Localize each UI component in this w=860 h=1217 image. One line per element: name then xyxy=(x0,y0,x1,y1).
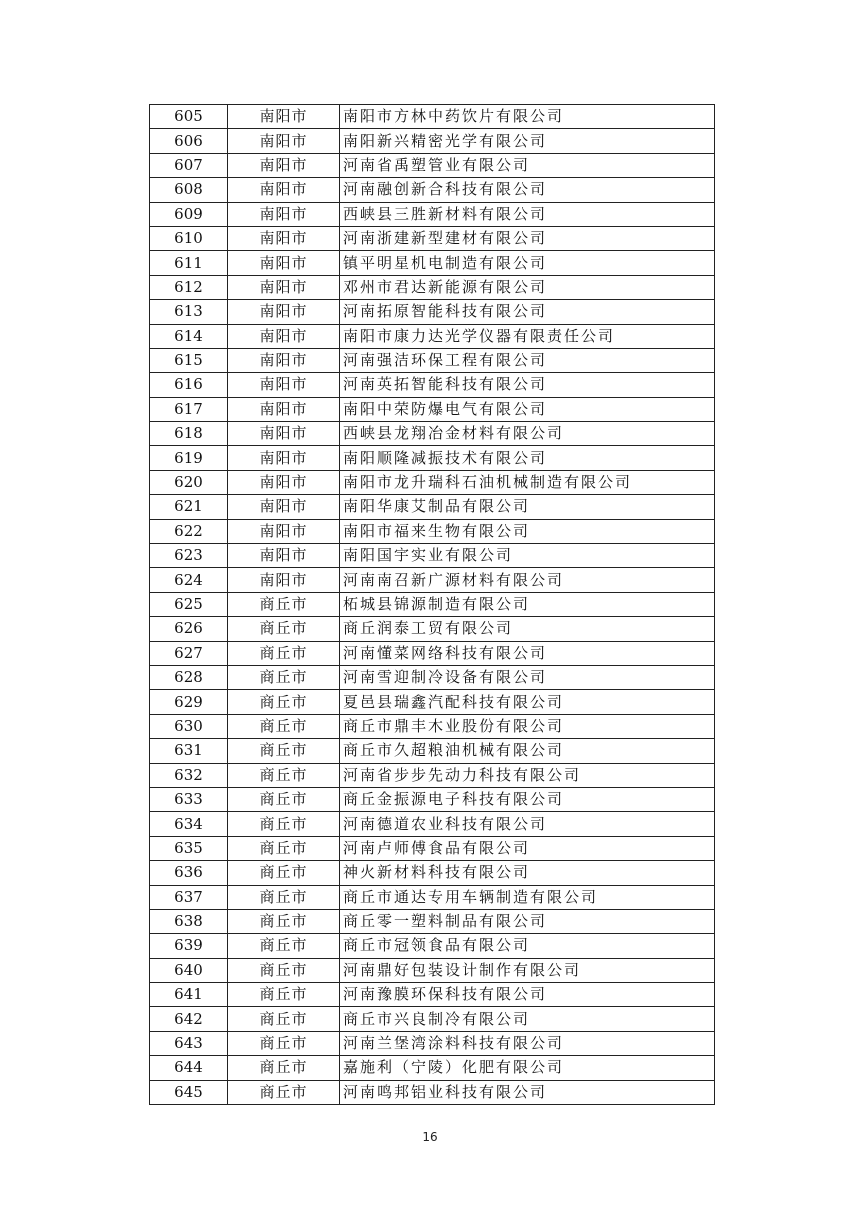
company-name-cell: 夏邑县瑞鑫汽配科技有限公司 xyxy=(340,690,715,714)
table-row xyxy=(150,787,715,811)
row-number-cell: 635 xyxy=(150,836,228,860)
table-row xyxy=(150,812,715,836)
table-row xyxy=(150,958,715,982)
city-cell: 商丘市 xyxy=(228,861,340,885)
city-cell: 南阳市 xyxy=(228,470,340,494)
company-name-cell: 河南德道农业科技有限公司 xyxy=(340,812,715,836)
table-row xyxy=(150,300,715,324)
table-row xyxy=(150,519,715,543)
table-row xyxy=(150,836,715,860)
table-row xyxy=(150,129,715,153)
row-number-cell: 633 xyxy=(150,787,228,811)
table-row xyxy=(150,690,715,714)
row-number-cell: 621 xyxy=(150,495,228,519)
city-cell: 南阳市 xyxy=(228,544,340,568)
row-number-cell: 636 xyxy=(150,861,228,885)
company-list-table xyxy=(149,104,715,1105)
company-name-cell: 商丘市冠领食品有限公司 xyxy=(340,934,715,958)
city-cell: 商丘市 xyxy=(228,690,340,714)
company-name-cell: 河南强洁环保工程有限公司 xyxy=(340,348,715,372)
row-number-cell: 628 xyxy=(150,665,228,689)
company-name-cell: 南阳市龙升瑞科石油机械制造有限公司 xyxy=(340,470,715,494)
table-row xyxy=(150,373,715,397)
city-cell: 南阳市 xyxy=(228,153,340,177)
company-name-cell: 河南兰堡湾涂料科技有限公司 xyxy=(340,1031,715,1055)
city-cell: 南阳市 xyxy=(228,422,340,446)
table-row xyxy=(150,1031,715,1055)
city-cell: 商丘市 xyxy=(228,836,340,860)
city-cell: 南阳市 xyxy=(228,202,340,226)
company-name-cell: 河南鼎好包装设计制作有限公司 xyxy=(340,958,715,982)
row-number-cell: 617 xyxy=(150,397,228,421)
company-name-cell: 西峡县三胜新材料有限公司 xyxy=(340,202,715,226)
row-number-cell: 640 xyxy=(150,958,228,982)
table-row xyxy=(150,641,715,665)
city-cell: 商丘市 xyxy=(228,958,340,982)
city-cell: 南阳市 xyxy=(228,495,340,519)
table-row xyxy=(150,983,715,1007)
company-name-cell: 商丘市通达专用车辆制造有限公司 xyxy=(340,885,715,909)
table-row xyxy=(150,422,715,446)
table-row xyxy=(150,934,715,958)
row-number-cell: 620 xyxy=(150,470,228,494)
city-cell: 商丘市 xyxy=(228,1056,340,1080)
table-row xyxy=(150,1056,715,1080)
city-cell: 南阳市 xyxy=(228,251,340,275)
company-name-cell: 南阳新兴精密光学有限公司 xyxy=(340,129,715,153)
row-number-cell: 610 xyxy=(150,226,228,250)
row-number-cell: 622 xyxy=(150,519,228,543)
city-cell: 商丘市 xyxy=(228,787,340,811)
table-row xyxy=(150,178,715,202)
row-number-cell: 616 xyxy=(150,373,228,397)
table-row xyxy=(150,665,715,689)
row-number-cell: 630 xyxy=(150,714,228,738)
city-cell: 南阳市 xyxy=(228,226,340,250)
row-number-cell: 609 xyxy=(150,202,228,226)
company-name-cell: 商丘润泰工贸有限公司 xyxy=(340,617,715,641)
company-name-cell: 南阳市方林中药饮片有限公司 xyxy=(340,105,715,129)
row-number-cell: 619 xyxy=(150,446,228,470)
city-cell: 南阳市 xyxy=(228,568,340,592)
table-row xyxy=(150,544,715,568)
row-number-cell: 642 xyxy=(150,1007,228,1031)
company-name-cell: 嘉施利（宁陵）化肥有限公司 xyxy=(340,1056,715,1080)
city-cell: 商丘市 xyxy=(228,763,340,787)
company-name-cell: 河南豫膜环保科技有限公司 xyxy=(340,983,715,1007)
city-cell: 商丘市 xyxy=(228,934,340,958)
table-row xyxy=(150,226,715,250)
city-cell: 南阳市 xyxy=(228,300,340,324)
company-name-cell: 河南南召新广源材料有限公司 xyxy=(340,568,715,592)
table-row xyxy=(150,909,715,933)
row-number-cell: 614 xyxy=(150,324,228,348)
city-cell: 南阳市 xyxy=(228,519,340,543)
row-number-cell: 631 xyxy=(150,739,228,763)
company-name-cell: 河南拓原智能科技有限公司 xyxy=(340,300,715,324)
company-name-cell: 南阳中荣防爆电气有限公司 xyxy=(340,397,715,421)
company-name-cell: 河南懂菜网络科技有限公司 xyxy=(340,641,715,665)
city-cell: 南阳市 xyxy=(228,397,340,421)
table-row xyxy=(150,397,715,421)
row-number-cell: 618 xyxy=(150,422,228,446)
city-cell: 商丘市 xyxy=(228,1031,340,1055)
row-number-cell: 632 xyxy=(150,763,228,787)
company-name-cell: 邓州市君达新能源有限公司 xyxy=(340,275,715,299)
table-row xyxy=(150,495,715,519)
table-row xyxy=(150,324,715,348)
company-name-cell: 河南鸣邦铝业科技有限公司 xyxy=(340,1080,715,1104)
city-cell: 商丘市 xyxy=(228,909,340,933)
company-name-cell: 河南卢师傅食品有限公司 xyxy=(340,836,715,860)
company-name-cell: 河南省步步先动力科技有限公司 xyxy=(340,763,715,787)
city-cell: 南阳市 xyxy=(228,373,340,397)
table-body xyxy=(150,105,715,1105)
row-number-cell: 611 xyxy=(150,251,228,275)
city-cell: 商丘市 xyxy=(228,665,340,689)
row-number-cell: 626 xyxy=(150,617,228,641)
row-number-cell: 623 xyxy=(150,544,228,568)
city-cell: 商丘市 xyxy=(228,885,340,909)
company-name-cell: 南阳顺隆减振技术有限公司 xyxy=(340,446,715,470)
city-cell: 商丘市 xyxy=(228,1080,340,1104)
company-name-cell: 南阳华康艾制品有限公司 xyxy=(340,495,715,519)
city-cell: 南阳市 xyxy=(228,324,340,348)
city-cell: 南阳市 xyxy=(228,129,340,153)
table-row xyxy=(150,592,715,616)
company-name-cell: 神火新材料科技有限公司 xyxy=(340,861,715,885)
city-cell: 商丘市 xyxy=(228,739,340,763)
row-number-cell: 645 xyxy=(150,1080,228,1104)
company-name-cell: 河南融创新合科技有限公司 xyxy=(340,178,715,202)
company-name-cell: 商丘金振源电子科技有限公司 xyxy=(340,787,715,811)
city-cell: 商丘市 xyxy=(228,641,340,665)
company-name-cell: 南阳市康力达光学仪器有限责任公司 xyxy=(340,324,715,348)
row-number-cell: 639 xyxy=(150,934,228,958)
row-number-cell: 643 xyxy=(150,1031,228,1055)
row-number-cell: 629 xyxy=(150,690,228,714)
company-name-cell: 河南雪迎制冷设备有限公司 xyxy=(340,665,715,689)
row-number-cell: 613 xyxy=(150,300,228,324)
city-cell: 南阳市 xyxy=(228,178,340,202)
company-name-cell: 河南英拓智能科技有限公司 xyxy=(340,373,715,397)
company-name-cell: 柘城县锦源制造有限公司 xyxy=(340,592,715,616)
table-row xyxy=(150,470,715,494)
row-number-cell: 634 xyxy=(150,812,228,836)
table-row xyxy=(150,1080,715,1104)
table-row xyxy=(150,714,715,738)
city-cell: 商丘市 xyxy=(228,714,340,738)
table-row xyxy=(150,153,715,177)
city-cell: 商丘市 xyxy=(228,983,340,1007)
row-number-cell: 608 xyxy=(150,178,228,202)
row-number-cell: 625 xyxy=(150,592,228,616)
row-number-cell: 637 xyxy=(150,885,228,909)
table-row xyxy=(150,275,715,299)
city-cell: 南阳市 xyxy=(228,275,340,299)
table-row xyxy=(150,568,715,592)
row-number-cell: 644 xyxy=(150,1056,228,1080)
company-name-cell: 河南浙建新型建材有限公司 xyxy=(340,226,715,250)
row-number-cell: 627 xyxy=(150,641,228,665)
city-cell: 南阳市 xyxy=(228,446,340,470)
row-number-cell: 606 xyxy=(150,129,228,153)
table-row xyxy=(150,348,715,372)
page-number: 16 xyxy=(422,1130,438,1144)
row-number-cell: 605 xyxy=(150,105,228,129)
company-name-cell: 商丘市久超粮油机械有限公司 xyxy=(340,739,715,763)
row-number-cell: 641 xyxy=(150,983,228,1007)
company-name-cell: 南阳市福来生物有限公司 xyxy=(340,519,715,543)
company-name-cell: 商丘零一塑料制品有限公司 xyxy=(340,909,715,933)
company-name-cell: 河南省禹塑管业有限公司 xyxy=(340,153,715,177)
table-row xyxy=(150,446,715,470)
table-row xyxy=(150,617,715,641)
table-row xyxy=(150,105,715,129)
row-number-cell: 612 xyxy=(150,275,228,299)
row-number-cell: 615 xyxy=(150,348,228,372)
row-number-cell: 638 xyxy=(150,909,228,933)
city-cell: 商丘市 xyxy=(228,1007,340,1031)
row-number-cell: 624 xyxy=(150,568,228,592)
city-cell: 南阳市 xyxy=(228,105,340,129)
company-name-cell: 商丘市兴良制冷有限公司 xyxy=(340,1007,715,1031)
city-cell: 商丘市 xyxy=(228,812,340,836)
table-row xyxy=(150,251,715,275)
city-cell: 商丘市 xyxy=(228,592,340,616)
table-row xyxy=(150,763,715,787)
table-row xyxy=(150,202,715,226)
company-name-cell: 商丘市鼎丰木业股份有限公司 xyxy=(340,714,715,738)
table-row xyxy=(150,739,715,763)
city-cell: 商丘市 xyxy=(228,617,340,641)
company-name-cell: 南阳国宇实业有限公司 xyxy=(340,544,715,568)
company-name-cell: 镇平明星机电制造有限公司 xyxy=(340,251,715,275)
table-row xyxy=(150,885,715,909)
city-cell: 南阳市 xyxy=(228,348,340,372)
company-name-cell: 西峡县龙翔冶金材料有限公司 xyxy=(340,422,715,446)
table-row xyxy=(150,1007,715,1031)
row-number-cell: 607 xyxy=(150,153,228,177)
table-row xyxy=(150,861,715,885)
